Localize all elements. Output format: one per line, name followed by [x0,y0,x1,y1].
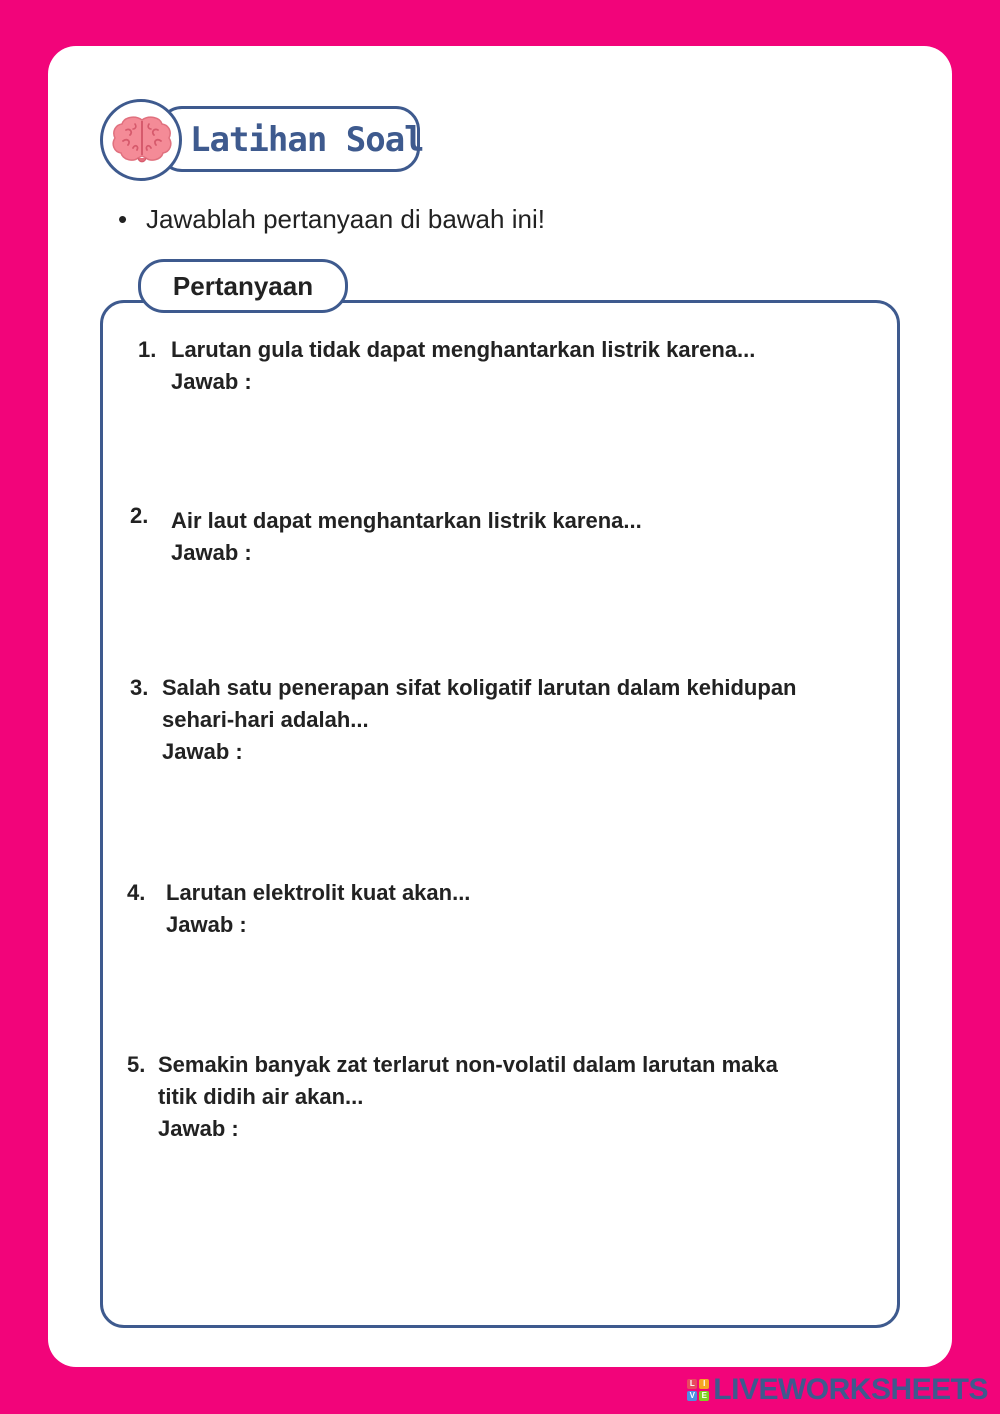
question-number: 3. [130,675,149,700]
liveworksheets-watermark[interactable] [687,1370,988,1410]
questions-box [100,300,900,1328]
question-number: 1. [138,337,157,362]
answer-label: Jawab : [158,1116,239,1141]
page-title: Latihan Soal [190,120,424,160]
section-tab: Pertanyaan [138,259,348,313]
question-number: 4. [127,880,146,905]
question-text-line-2: sehari-hari adalah... [162,707,369,732]
logo-tile-i: I [699,1379,709,1389]
question-text-line-2: titik didih air akan... [158,1084,364,1109]
logo-tile-l: L [687,1379,697,1389]
answer-label: Jawab : [162,739,243,764]
brain-icon [111,114,173,166]
watermark-text: LIVEWORKSHEETS [713,1373,988,1406]
logo-tile-v: V [687,1391,697,1401]
instruction-text [118,200,545,238]
question-text: Larutan gula tidak dapat menghantarkan listrik karena... [171,337,756,362]
brain-badge [100,99,182,181]
answer-label: Jawab : [171,369,252,394]
question-text: Air laut dapat menghantarkan listrik karena... [171,508,642,533]
question-text-line-1: Semakin banyak zat terlarut non-volatil dalam larutan maka [158,1052,778,1077]
answer-label: Jawab : [166,912,247,937]
question-number: 2. [130,503,149,528]
question-text-line-1: Salah satu penerapan sifat koligatif larutan dalam kehidupan [162,675,797,700]
bullet-dot: • [118,204,128,234]
logo-tile-e: E [699,1391,709,1401]
liveworksheets-logo-icon [687,1379,709,1401]
answer-label: Jawab : [171,540,252,565]
question-text: Larutan elektrolit kuat akan... [166,880,471,905]
instruction-label: Jawablah pertanyaan di bawah ini! [146,204,545,234]
question-number: 5. [127,1052,146,1077]
